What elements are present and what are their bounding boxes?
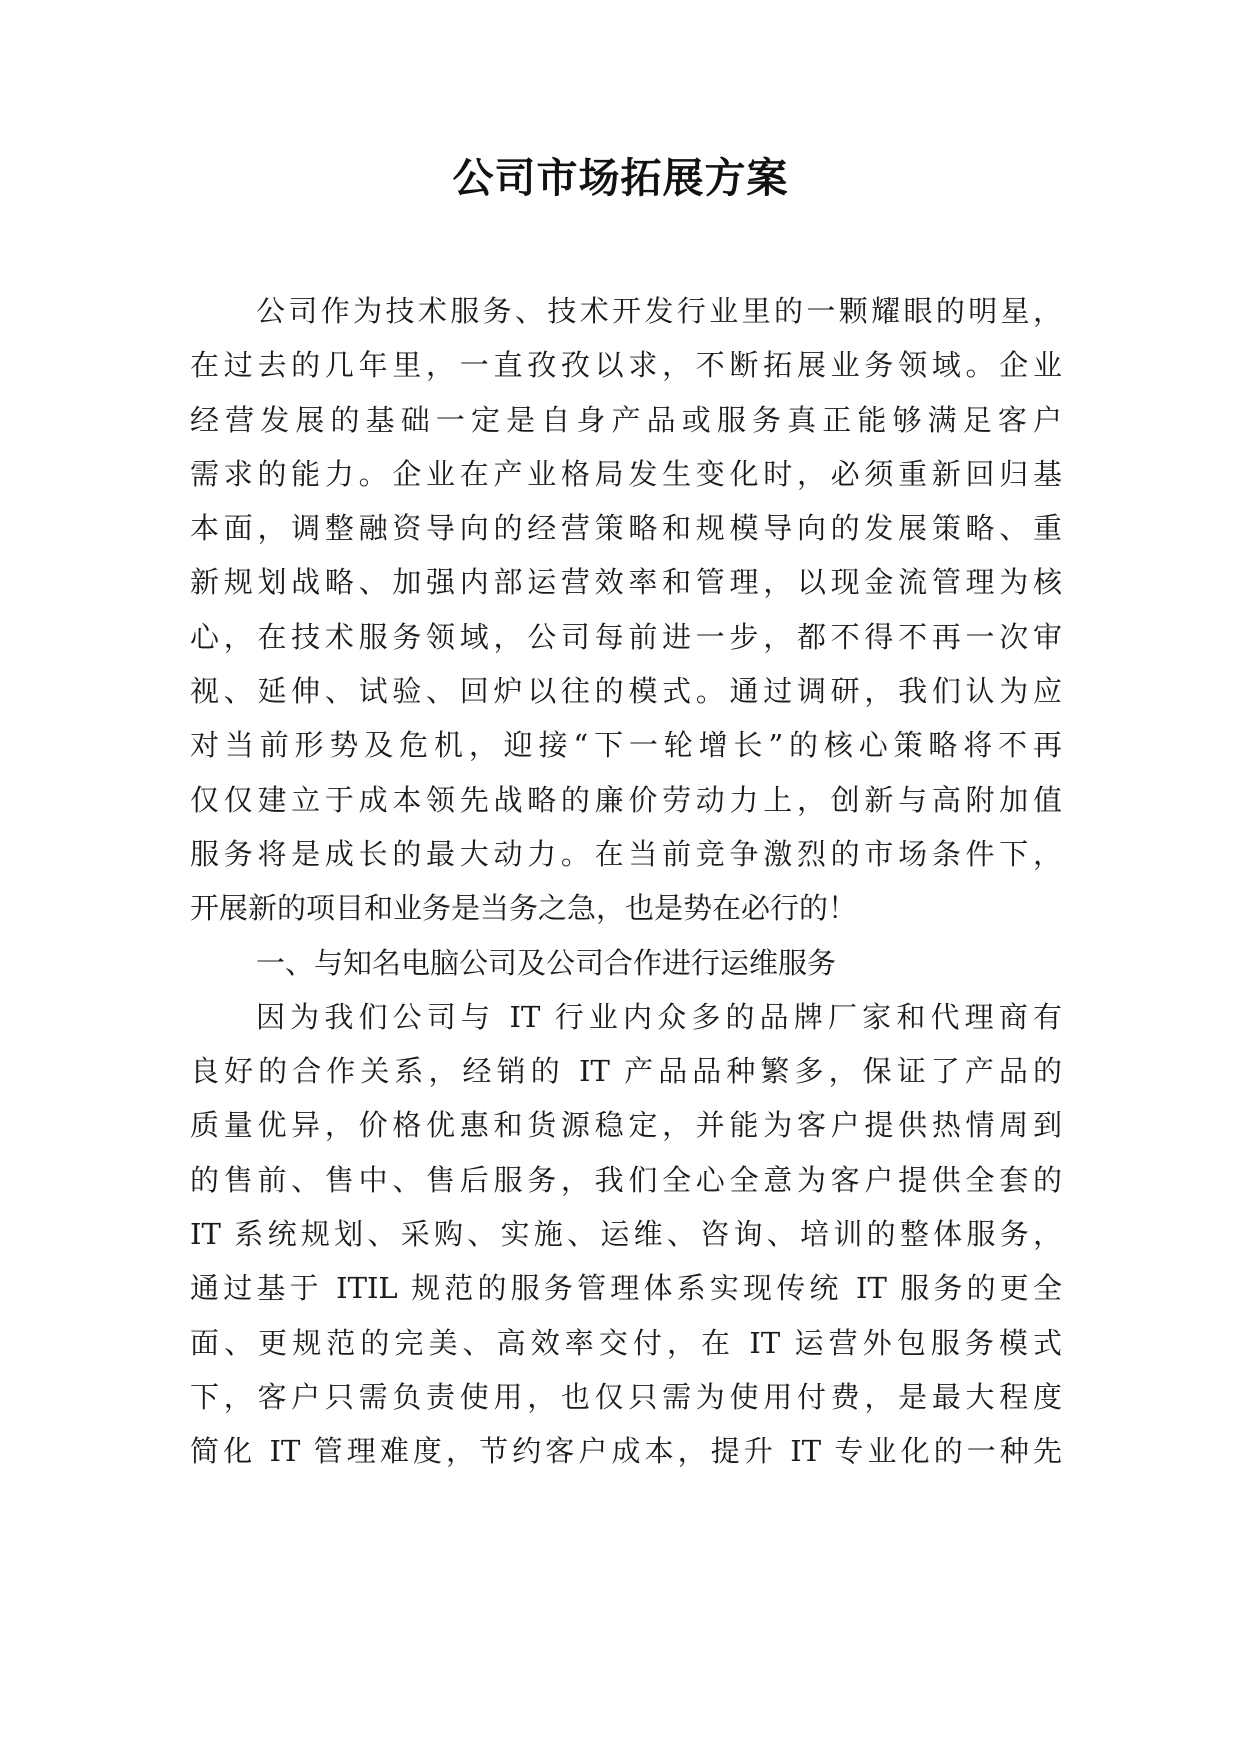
paragraph-line: 因为我们公司与 IT 行业内众多的品牌厂家和代理商有 [256,999,1062,1034]
paragraph-line: 新规划战略、加强内部运营效率和管理，以现金流管理为核 [190,565,1062,600]
document-body [190,284,1062,1584]
paragraph-line: 对当前形势及危机，迎接“下一轮增长”的核心策略将不再 [190,728,1062,763]
paragraph-line: 的售前、售中、售后服务，我们全心全意为客户提供全套的 [190,1162,1062,1197]
paragraph-line: 通过基于 ITIL 规范的服务管理体系实现传统 IT 服务的更全 [190,1271,1062,1306]
paragraph-line: 心，在技术服务领域，公司每前进一步，都不得不再一次审 [190,619,1062,654]
section-heading: 一、与知名电脑公司及公司合作进行运维服务 [256,945,837,980]
paragraph-line: 仅仅建立于成本领先战略的廉价劳动力上，创新与高附加值 [190,782,1062,817]
paragraph-line: 公司作为技术服务、技术开发行业里的一颗耀眼的明星， [256,294,1062,328]
paragraph-line: 经营发展的基础一定是自身产品或服务真正能够满足客户 [190,402,1062,437]
paragraph-line: 下，客户只需负责使用，也仅只需为使用付费，是最大程度 [190,1379,1062,1414]
paragraph-line: 需求的能力。企业在产业格局发生变化时，必须重新回归基 [190,456,1062,491]
paragraph-line: 视、延伸、试验、回炉以往的模式。通过调研，我们认为应 [190,674,1062,709]
paragraph-line: 服务将是成长的最大动力。在当前竞争激烈的市场条件下， [190,836,1062,871]
paragraph-line: 简化 IT 管理难度，节约客户成本，提升 IT 专业化的一种先 [190,1434,1062,1469]
document-title: 公司市场拓展方案 [452,154,789,202]
paragraph-line: 良好的合作关系，经销的 IT 产品品种繁多，保证了产品的 [190,1054,1062,1089]
paragraph-line: 开展新的项目和业务是当务之急，也是势在必行的！ [190,891,858,926]
paragraph-line: IT 系统规划、采购、实施、运维、咨询、培训的整体服务， [190,1217,1062,1252]
paragraph-line: 质量优异，价格优惠和货源稳定，并能为客户提供热情周到 [190,1108,1062,1143]
paragraph-line: 面、更规范的完美、高效率交付，在 IT 运营外包服务模式 [190,1325,1062,1360]
paragraph-line: 本面，调整融资导向的经营策略和规模导向的发展策略、重 [190,511,1062,546]
paragraph-line: 在过去的几年里，一直孜孜以求，不断拓展业务领域。企业 [190,348,1062,383]
